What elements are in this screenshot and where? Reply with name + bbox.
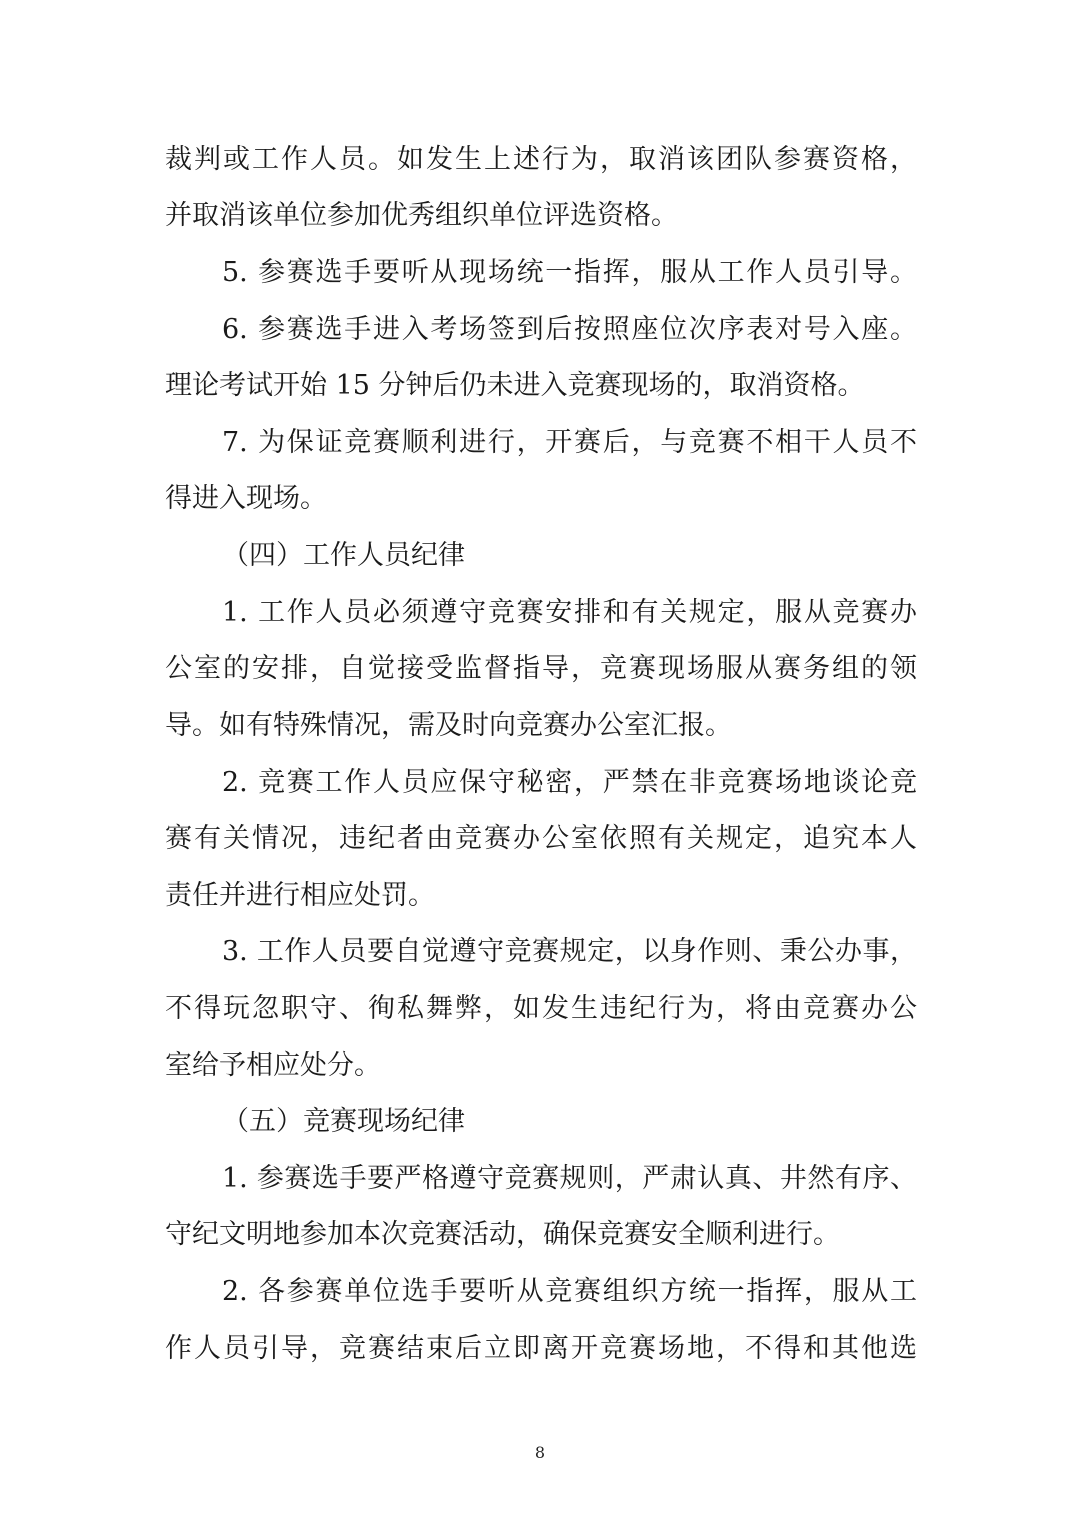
section-heading-4: （四）工作人员纪律 xyxy=(222,540,465,571)
page-number: 8 xyxy=(534,1443,546,1462)
text-line: 并取消该单位参加优秀组织单位评选资格。 xyxy=(165,200,678,231)
text-line: 守纪文明地参加本次竞赛活动，确保竞赛安全顺利进行。 xyxy=(165,1219,840,1250)
list-item-3: 3. 工作人员要自觉遵守竞赛规定，以身作则、秉公办事， xyxy=(222,936,917,967)
text-line: 理论考试开始 15 分钟后仍未进入竞赛现场的，取消资格。 xyxy=(165,370,865,401)
list-item-1: 1. 参赛选手要严格遵守竞赛规则，严肃认真、井然有序、 xyxy=(222,1163,917,1194)
list-item-5: 5. 参赛选手要听从现场统一指挥，服从工作人员引导。 xyxy=(222,257,917,288)
list-item-2: 2. 竞赛工作人员应保守秘密，严禁在非竞赛场地谈论竞 xyxy=(222,767,917,798)
text-line: 裁判或工作人员。如发生上述行为，取消该团队参赛资格， xyxy=(165,144,917,175)
list-item-2: 2. 各参赛单位选手要听从竞赛组织方统一指挥，服从工 xyxy=(222,1276,917,1307)
text-line: 得进入现场。 xyxy=(165,483,327,514)
text-line: 公室的安排，自觉接受监督指导，竞赛现场服从赛务组的领 xyxy=(165,653,917,684)
text-line: 作人员引导，竞赛结束后立即离开竞赛场地，不得和其他选 xyxy=(165,1333,917,1364)
list-item-1: 1. 工作人员必须遵守竞赛安排和有关规定，服从竞赛办 xyxy=(222,597,917,628)
text-line: 不得玩忽职守、徇私舞弊，如发生违纪行为，将由竞赛办公 xyxy=(165,993,917,1024)
text-line: 赛有关情况，违纪者由竞赛办公室依照有关规定，追究本人 xyxy=(165,823,917,854)
text-line: 责任并进行相应处罚。 xyxy=(165,880,435,911)
section-heading-5: （五）竞赛现场纪律 xyxy=(222,1106,465,1137)
text-line: 导。如有特殊情况，需及时向竞赛办公室汇报。 xyxy=(165,710,732,741)
list-item-7: 7. 为保证竞赛顺利进行，开赛后，与竞赛不相干人员不 xyxy=(222,427,917,458)
text-line: 室给予相应处分。 xyxy=(165,1050,381,1081)
list-item-6: 6. 参赛选手进入考场签到后按照座位次序表对号入座。 xyxy=(222,314,917,345)
